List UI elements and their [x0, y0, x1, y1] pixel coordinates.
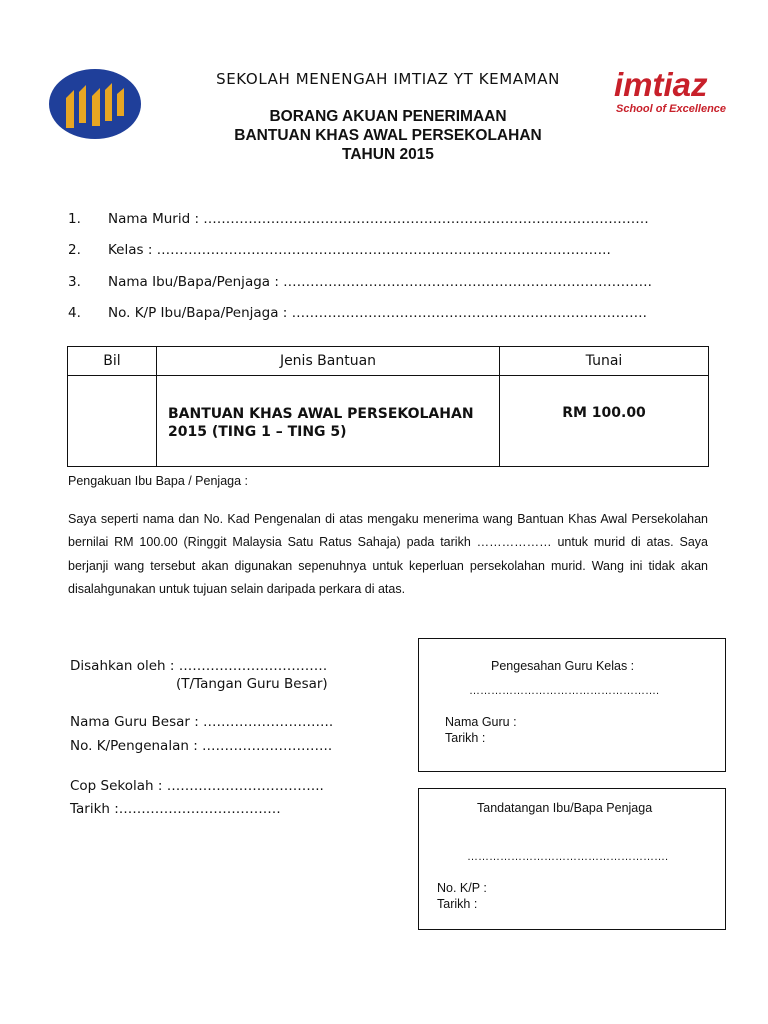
aid-table — [67, 346, 709, 467]
field-parent-ic[interactable] — [68, 305, 647, 321]
svg-text:School of Excellence: School of Excellence — [616, 103, 727, 115]
form-title-line3: TAHUN 2015 — [342, 146, 434, 163]
teacher-box-title: Pengesahan Guru Kelas : — [491, 659, 635, 673]
field-parent-name[interactable] — [68, 274, 652, 290]
parent-signature-box — [418, 788, 726, 930]
field-student-name[interactable] — [68, 211, 649, 227]
header-aid-type: Jenis Bantuan — [157, 347, 500, 376]
form-title-line1: BORANG AKUAN PENERIMAAN — [269, 108, 507, 125]
aid-item-text: BANTUAN KHAS AWAL PERSEKOLAHAN 2015 (TING 1 – TING 5) — [168, 406, 474, 440]
school-name: SEKOLAH MENENGAH IMTIAZ YT KEMAMAN — [216, 70, 560, 88]
field-label: Nama Ibu/Bapa/Penjaga : ………………………………………………………………………. — [108, 274, 652, 290]
header-bil: Bil — [68, 347, 157, 376]
field-label: Nama Murid : ……………………………………………………………………………………… — [108, 211, 649, 227]
teacher-signature-line[interactable]: ……………………………………………. — [469, 685, 660, 697]
field-label: Kelas : ……………………………………………………………………………………….. — [108, 242, 611, 258]
field-number: 3. — [68, 274, 81, 290]
form-title-line2: BANTUAN KHAS AWAL PERSEKOLAHAN — [234, 127, 542, 144]
parent-box-title: Tandatangan Ibu/Bapa Penjaga — [477, 801, 653, 815]
header-cash: Tunai — [500, 347, 709, 376]
school-stamp-line[interactable]: Cop Sekolah : …………………………….. — [70, 778, 324, 794]
imtiaz-logo — [612, 66, 730, 120]
aid-amount: RM 100.00 — [562, 405, 646, 421]
svg-text:imtiaz: imtiaz — [614, 66, 708, 103]
table-header-row — [68, 347, 709, 376]
cell-aid-type — [157, 376, 500, 467]
parent-ic-label[interactable]: No. K/P : — [437, 881, 487, 895]
verified-by-line[interactable]: Disahkan oleh : …………………………… — [70, 658, 328, 674]
principal-ic-line[interactable]: No. K/Pengenalan : ……………………….. — [70, 738, 333, 754]
field-label: No. K/P Ibu/Bapa/Penjaga : ……………………………………………………………………. — [108, 305, 647, 321]
field-class[interactable] — [68, 242, 611, 258]
cell-bil — [68, 376, 157, 467]
parent-signature-line[interactable]: ………………………………………………. — [467, 851, 669, 863]
table-row — [68, 376, 709, 467]
teacher-name-label[interactable]: Nama Guru : — [445, 715, 517, 729]
field-number: 1. — [68, 211, 81, 227]
teacher-date-label[interactable]: Tarikh : — [445, 731, 486, 745]
parent-date-label[interactable]: Tarikh : — [437, 897, 478, 911]
field-number: 2. — [68, 242, 81, 258]
signoff-date-line[interactable]: Tarikh :……………………………… — [70, 801, 281, 817]
field-number: 4. — [68, 305, 81, 321]
declaration-text: Saya seperti nama dan No. Kad Pengenalan di atas mengaku menerima wang Bantuan Khas Awal Persekolahan bernilai RM 100.00 (Ringgit Malaysia Satu Ratus Sahaja) pada tarikh ……………… untuk murid di atas. Saya berjanji wang tersebut akan digunakan sepenuhnya untuk keperluan persekolahan murid. Wang ini tidak akan disalahgunakan untuk tujuan selain daripada perkara di atas. — [68, 512, 708, 597]
school-logo-left — [48, 68, 142, 140]
principal-signature-caption: (T/Tangan Guru Besar) — [176, 676, 328, 692]
acknowledgement-label: Pengakuan Ibu Bapa / Penjaga : — [68, 474, 249, 488]
class-teacher-verification-box — [418, 638, 726, 772]
cell-cash — [500, 376, 709, 467]
principal-name-line[interactable]: Nama Guru Besar : ……………………….. — [70, 714, 334, 730]
